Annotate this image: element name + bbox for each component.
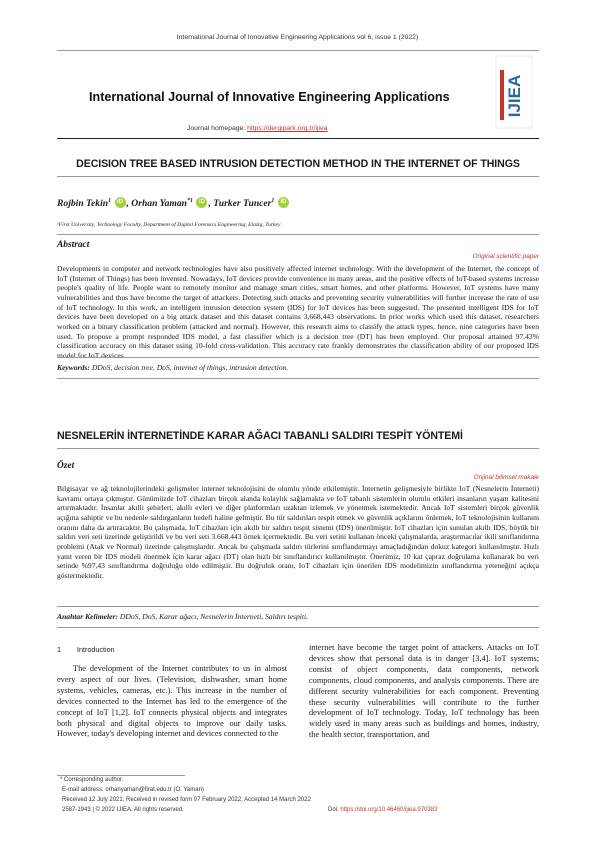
journal-masthead bbox=[57, 50, 539, 142]
logo-text: IJIEA bbox=[505, 74, 524, 118]
doi-label: Doi: bbox=[328, 807, 339, 813]
abstract-text: Developments in computer and network technologies have also positively affected internet technology. With the development of the Internet, the concept of IoT (Internet of Things) has been invented. Nowadays, IoT devices provide convenience in many areas, and the positive effects of IoT-based systems increase people's quality of life. People want to remotely monitor and manage smart cities, smart homes, and other platforms. However, IoT systems have many vulnerabilities and thus have become the target of attackers. Detecting such attacks and preventing security vulnerabilities will further increase the rate of use of IoT technology. In this work, an intelligent intrusion detection system (IDS) for IoT devices has been suggested. The presented intelligent IDS for IoT devices have been developed on a big attack dataset and this dataset contains 3,668,443 observations. In prior works which used this dataset, researchers worked on a binary classification problem (attacked and normal). However, this research aims to classify the attack types, hence, nine categories have been used. To propose a prompt responded IDS model, a fast classifier which is a decision tree (DT) has been employed. Our proposal attained 97.43% classification accuracy on this dataset using 10-fold cross-validation. This accuracy rate frankly demonstrates the classification ability of our proposed IDS model for IoT devices. bbox=[57, 264, 539, 360]
ozet-rule bbox=[57, 606, 539, 607]
intro-right-column: internet have become the target point of attackers. Attacks on IoT devices show that personal data is in danger [3,4]. IoT systems; consist of object components, data components, network components, cloud components, and analysis components. There are different security vulnerabilities for each component. Preventing these security vulnerabilities will contribute to the further development of IoT technology. Today, IoT technology has been widely used in many areas such as buildings and homes, industry, the health sector, transportation, and bbox=[309, 643, 539, 740]
journal-homepage bbox=[187, 125, 328, 132]
abstract-rule bbox=[57, 357, 539, 358]
author-name: Turker Tuncer bbox=[213, 198, 272, 209]
introduction-heading bbox=[57, 645, 115, 654]
anahtar-kelimeler-label: Anahtar Kelimeler: bbox=[57, 612, 118, 621]
author-list: Rojbin Tekin$^1$ iD , Orhan Yaman$^{*1}$ iD , Turker Tuncer$^1$ iD bbox=[57, 197, 290, 209]
orcid-icon[interactable]: iD bbox=[196, 197, 207, 208]
intro-left-column: The development of the Internet contributes to us in almost every aspect of our lives. (Television, dishwasher, smart home systems, vehicles, cameras, etc.). This increase in the number of devices connected to the Internet has led to the emergence of the concept of IoT [1,2]. IoT connects physical objects and integrates both physical and digital objects to improve our daily tasks. However, today's developing internet and devices connected to the bbox=[57, 664, 287, 739]
keywords-rule bbox=[57, 378, 539, 379]
anahtar-kelimeler-text: DDoS, DoS, Karar ağacı, Nesnelerin İnterneti, Saldırı tespiti. bbox=[119, 612, 309, 621]
paper-title: DECISION TREE BASED INTRUSION DETECTION METHOD IN THE INTERNET OF THINGS bbox=[76, 158, 520, 170]
ijiea-logo-icon bbox=[490, 52, 538, 132]
running-head: International Journal of Innovative Engineering Applications vol 6, issue 1 (2022) bbox=[176, 34, 419, 41]
author-sup: 1 bbox=[108, 197, 112, 204]
homepage-link[interactable]: https://dergipark.org.tr/ijiea bbox=[247, 125, 328, 132]
ozet-heading: Özet bbox=[57, 461, 75, 471]
masthead-bottom-rule bbox=[57, 138, 539, 139]
author-sup: *1 bbox=[187, 197, 194, 204]
footnote-issn: 2587-1943 | © 2022 IJIEA. All rights reserved. bbox=[62, 807, 184, 813]
keywords-text: DDoS, decision tree, DoS, internet of things, intrusion detection. bbox=[91, 363, 289, 372]
doi-link[interactable]: https://doi.org/10.46460/ijiea.970383 bbox=[340, 807, 438, 813]
journal-name: International Journal of Innovative Engineering Applications bbox=[89, 90, 450, 104]
author-name: Orhan Yaman bbox=[131, 198, 188, 209]
footnote-received: Received 12 July 2021; Received in revised form 07 February 2022; Accepted 14 March 2022 bbox=[62, 797, 311, 803]
ozet-text: Bilgisayar ve ağ teknolojilerindeki gelişmeler internet teknolojisini de olumlu yönde etkilemiştir. İnternetin gelişmesiyle birlikte IoT (Nesnelerin İnterneti) kavramı ortaya çıkmıştır. Günümüzde IoT cihazları birçok alanda kolaylık sağlamakta ve IoT tabanlı sistemlerin olumlu etkileri insanların yaşam kalitesini artırmaktadır. İnsanlar akıllı şehirleri, akıllı evleri ve diğer platformları uzaktan izlemek ve yönetmek istemektedir. Ancak IoT sistemleri birçok güvenlik açığına sahiptir ve bu nedenle saldırganların hedefi haline gelmiştir. Bu tür saldırıları tespit etmek ve güvenlik açıklarını önlemek, IoT teknolojisinin kullanım oranını daha da artıracaktır. Bu çalışmada, IoT cihazları için akıllı bir saldırı tespit sistemi (IDS) önerilmiştir. IoT cihazları için sunulan akıllı IDS, büyük bir saldırı veri seti üzerinde geliştirildi ve bu veri seti 3.668.443 örnek içermektedir. Bu veri setini kullanan önceki çalışmalarda, araştırmacılar ikili sınıflandırma problemi (Atak ve Normal) üzerinde çalışmışlardır. Ancak bu çalışmada saldırı türlerini sınıflandırmayı amaçladığından dokuz kategori kullanılmıştır. Hızlı yanıt veren bir IDS modeli önermek için karar ağacı (DT) olan hızlı bir sınıflandırıcı kullanılmıştır. Önerimiz, 10 kat çapraz doğrulama kullanarak bu veri setinde %97,43 sınıflandırma doğruluğu elde edilmiştir. Bu doğruluk oranı, IoT cihazları için önerilen IDS modelimizin sınıflandırma yeteneğini açıkça göstermektedir. bbox=[57, 484, 539, 580]
keywords-label: Keywords: bbox=[57, 363, 90, 372]
article-type-tr: Orijinal bilimsel makale bbox=[473, 474, 539, 481]
masthead-top-rule bbox=[57, 50, 539, 51]
affiliation: ¹First University, Technology Faculty, Department of Digital Forensics Engineering, Elazig, Turkey bbox=[57, 222, 281, 228]
affiliation-rule bbox=[57, 234, 539, 235]
author-sup: 1 bbox=[271, 197, 275, 204]
section-number: 1 bbox=[57, 645, 61, 654]
orcid-icon[interactable]: iD bbox=[115, 197, 126, 208]
turkish-title-rule bbox=[57, 448, 539, 449]
title-rule bbox=[57, 176, 539, 177]
journal-logo bbox=[490, 52, 538, 132]
orcid-icon[interactable]: iD bbox=[278, 197, 289, 208]
footnote-doi bbox=[328, 806, 437, 816]
anahtar-kelimeler-rule bbox=[57, 627, 539, 628]
homepage-label: Journal homepage: bbox=[187, 125, 246, 132]
footnote-email: E-mail address: orhanyaman@firat.edu.tr (O. Yaman) bbox=[62, 787, 204, 793]
article-type: Original scientific paper bbox=[472, 253, 539, 260]
author-name: Rojbin Tekin bbox=[57, 198, 109, 209]
keywords-line bbox=[57, 363, 288, 372]
section-title: Introduction bbox=[77, 645, 115, 654]
footnote-corresponding: * Corresponding author. bbox=[60, 777, 124, 783]
anahtar-kelimeler-line bbox=[57, 612, 308, 621]
abstract-heading: Abstract bbox=[57, 240, 90, 250]
turkish-title: NESNELERİN İNTERNETİNDE KARAR AĞACI TABANLI SALDIRI TESPİT YÖNTEMİ bbox=[57, 430, 463, 442]
